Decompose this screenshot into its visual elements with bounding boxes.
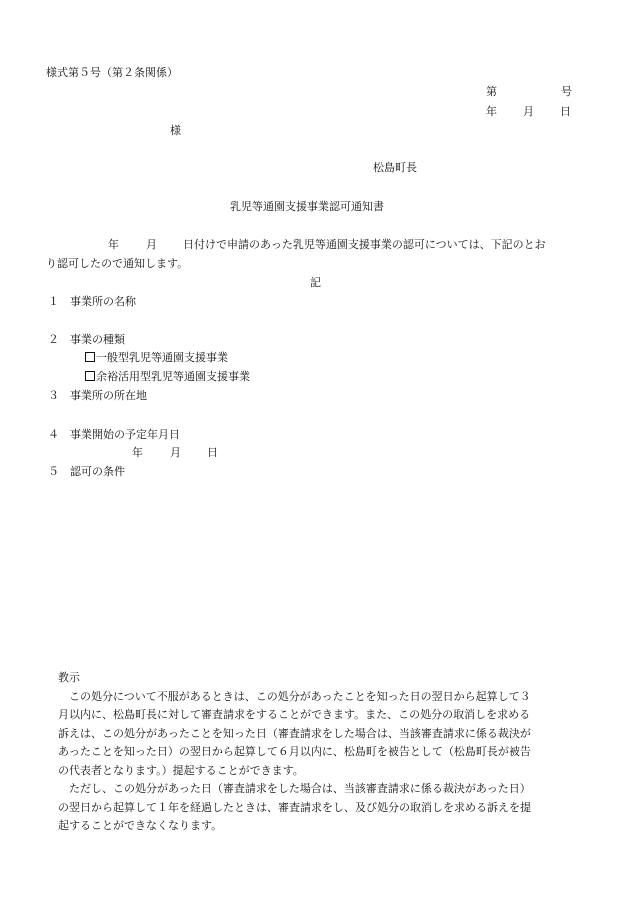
body-line-1: 日付けで申請のあった乳児等通園支援事業の認可については、下記のとお: [183, 238, 546, 251]
checkbox-icon[interactable]: [85, 352, 95, 362]
issue-date-day: 日: [560, 105, 571, 118]
notice-line: の代表者となります。）提起することができます。: [58, 763, 304, 777]
service-type-option-general[interactable]: [85, 351, 228, 365]
item-label: 事業所の名称: [70, 295, 136, 308]
document-number-suffix: 号: [561, 85, 572, 98]
item-label: 事業所の所在地: [70, 389, 147, 402]
service-type-option-surplus[interactable]: [85, 370, 250, 384]
notice-line: 月以内に、松島町長に対して審査請求をすることができます。また、この処分の取消しを求める: [58, 708, 531, 721]
item-label: 認可の条件: [70, 465, 125, 478]
option-label: 余裕活用型乳児等通園支援事業: [96, 370, 250, 383]
ki-marker: 記: [310, 276, 321, 289]
notice-line: ただし、この処分があった日（審査請求をした場合は、当該審査請求に係る裁決があった日）: [58, 782, 531, 795]
start-date-day: 日: [207, 446, 218, 459]
item-number: ５: [48, 465, 59, 478]
notice-line: あったことを知った日）の翌日から起算して６月以内に、松島町を被告として（松島町長が被告: [58, 745, 531, 758]
document-number-prefix: 第: [486, 85, 497, 98]
issue-date-year: 年: [486, 105, 497, 118]
appeal-notice: [58, 669, 588, 836]
start-date-year: 年: [132, 446, 143, 459]
notice-line: 訴えは、この処分があったことを知った日（審査請求をした場合は、当該審査請求に係る裁決が: [58, 726, 531, 740]
document-title: 乳児等通園支援事業認可通知書: [230, 200, 384, 213]
checkbox-icon[interactable]: [85, 371, 95, 381]
start-date-month: 月: [170, 446, 181, 459]
body-date-year: 年: [108, 238, 119, 251]
body-date-month: 月: [146, 238, 157, 251]
item-label: 事業開始の予定年月日: [70, 428, 180, 441]
form-number: 様式第５号（第２条関係）: [46, 66, 178, 79]
notice-heading: 教示: [58, 671, 80, 684]
sender-name: 松島町長: [373, 161, 417, 174]
notice-line: この処分について不服があるときは、この処分があったことを知った日の翌日から起算して３: [58, 689, 531, 703]
recipient-honorific: 様: [170, 124, 181, 137]
notice-line: の翌日から起算して１年を経過したときは、審査請求をし、及び処分の取消しを求める訴えを提: [58, 800, 531, 814]
option-label: 一般型乳児等通園支援事業: [96, 351, 228, 364]
item-number: ２: [48, 333, 59, 346]
item-label: 事業の種類: [70, 333, 125, 346]
body-line-2: り認可したので通知します。: [46, 257, 189, 270]
item-number: ４: [48, 428, 59, 441]
issue-date-month: 月: [523, 105, 534, 118]
item-number: ３: [48, 389, 59, 402]
item-number: １: [48, 295, 59, 308]
notice-line: 起することができなくなります。: [58, 819, 223, 832]
